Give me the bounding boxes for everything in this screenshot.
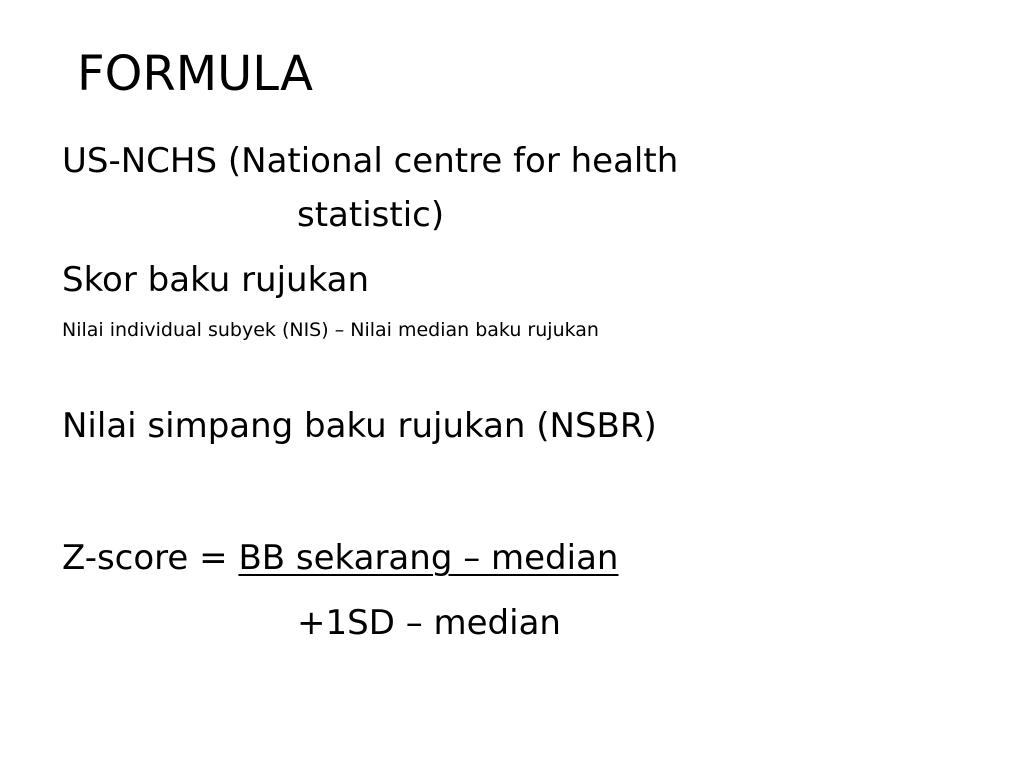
nchs-line-1: US-NCHS (National centre for health	[62, 141, 679, 181]
nsbr-line: Nilai simpang baku rujukan (NSBR)	[62, 406, 657, 446]
zscore-formula	[62, 540, 618, 577]
zscore-prefix: Z-score =	[62, 538, 239, 578]
slide-title: FORMULA	[77, 46, 313, 102]
zscore-denominator: +1SD – median	[297, 603, 561, 643]
nilai-individual-line: Nilai individual subyek (NIS) – Nilai median baku rujukan	[62, 319, 599, 341]
skor-baku-rujukan: Skor baku rujukan	[62, 260, 370, 300]
nchs-line-2: statistic)	[297, 195, 445, 235]
zscore-numerator: BB sekarang – median	[238, 538, 619, 578]
